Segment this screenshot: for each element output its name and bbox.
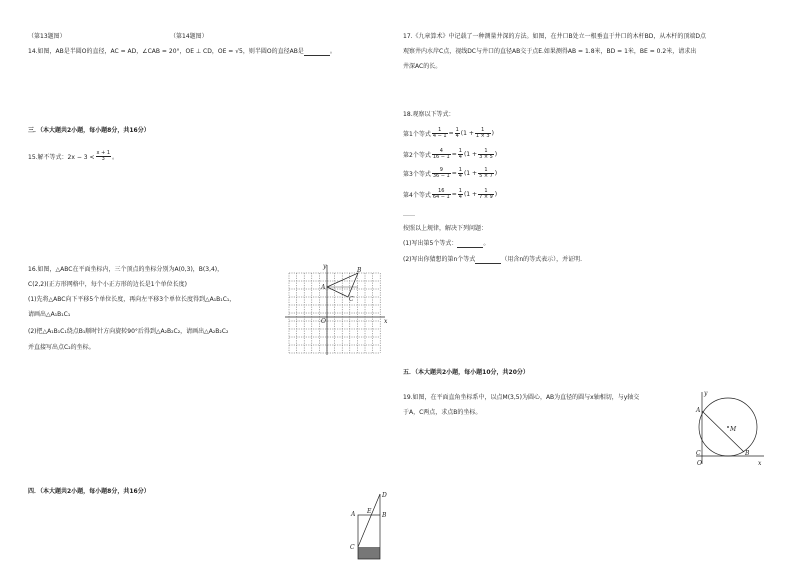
q16-line-6: 并直接写出点C₂的坐标。 (28, 344, 95, 351)
lhs-fraction-denominator: 36 − 1 (432, 173, 450, 179)
q18-part-1 (403, 240, 489, 248)
grid-x-label: x (384, 318, 388, 325)
triangle-abc (327, 273, 358, 297)
fig19-x-label: x (758, 460, 762, 467)
q18-equation-row (403, 189, 497, 200)
lhs-fraction-numerator: 1 (432, 128, 448, 134)
coefficient-fraction-denominator: 4 (455, 133, 459, 139)
center-point-m (727, 426, 729, 428)
q18-part-2-text: (2)写出你猜想的第n个等式 (403, 256, 476, 263)
q17-line-3: 井深AC的长。 (403, 63, 442, 70)
fig19-point-b-label: B (745, 450, 750, 457)
equation-label: 第2个等式 (403, 152, 431, 159)
q19-circle-figure (692, 388, 768, 470)
equals-sign: = (451, 170, 457, 177)
inner-fraction (478, 189, 494, 200)
q17-line-1: 17.《九章算术》中记载了一种测量井深的方法。如图，在井口B处立一根垂直于井口的木杆BD，从木杆的顶端D点 (403, 33, 707, 40)
fig19-point-m-label: M (730, 426, 737, 433)
lhs-fraction-numerator: 16 (432, 189, 451, 195)
equals-sign: = (451, 151, 457, 158)
fig17-label-d: D (382, 492, 387, 499)
inner-fraction-numerator: 1 (478, 189, 494, 195)
q16-line-1: 16.如图，△ABC在平面坐标内，三个顶点的坐标分别为A(0,3)，B(3,4)， (28, 266, 224, 273)
paren-close: ) (491, 130, 494, 137)
inner-fraction-denominator: 3 × 5 (479, 154, 493, 160)
answer-blank-18-2[interactable] (475, 257, 501, 264)
inner-fraction-denominator: 1 × 3 (475, 133, 490, 139)
paren-open: (1 + (463, 191, 478, 198)
fig19-y-label: y (704, 390, 708, 397)
inner-fraction-numerator: 1 (478, 149, 494, 155)
lhs-fraction-numerator: 4 (432, 149, 451, 155)
q19-line-1: 19.如图，在平面直角坐标系中，以点M(3,5)为圆心，AB为直径的圆与x轴相切，与y轴交 (403, 394, 640, 401)
fig19-point-c-label: C (696, 450, 701, 457)
q18-part-1-end: 。 (483, 240, 490, 247)
grid-origin-label: O (321, 318, 326, 325)
q17-line-2: 观察井内水岸C点，视线DC与井口的直径AB交于点E.如果测得AB = 1.8米，BD = 1米，BE = 0.2米，请求出 (403, 48, 697, 55)
inner-fraction (478, 149, 494, 160)
paren-open: (1 + (463, 151, 478, 158)
well-water (358, 547, 380, 559)
coefficient-fraction (458, 149, 463, 160)
fig17-label-a: A (351, 511, 356, 518)
q18-intro: 18.观察以下等式： (403, 111, 455, 118)
caption-fig13: （第13题图） (28, 33, 66, 40)
q15-denominator: 3 (101, 156, 105, 162)
q18-rule: 按照以上规律，解决下列问题： (403, 225, 488, 232)
coefficient-fraction (458, 189, 463, 200)
grid-point-c-label: C (349, 296, 354, 303)
q18-equation-row (403, 168, 497, 179)
coefficient-fraction-numerator: 1 (458, 188, 462, 194)
lhs-fraction (432, 149, 451, 160)
grid-point-a-label: A (321, 284, 326, 291)
coefficient-fraction-denominator: 4 (458, 173, 462, 179)
answer-blank-18-1[interactable] (457, 241, 483, 248)
question-14-end: 。 (329, 48, 336, 55)
diameter-ab (702, 411, 744, 452)
q15-fraction (96, 151, 112, 162)
fig17-label-c: C (350, 544, 355, 551)
lhs-fraction (432, 189, 451, 200)
equals-sign: = (451, 191, 457, 198)
section-3-heading: 三．（本大题共2小题，每小题8分，共16分） (28, 127, 150, 134)
q18-part-2 (403, 256, 582, 264)
q18-equation-row (403, 128, 494, 139)
paren-open: (1 + (460, 130, 474, 137)
question-15-text: 15.解不等式：2x − 3 < (28, 154, 95, 161)
question-14-text: 14.如图，AB是半圆O的直径，AC = AD，∠CAB = 20°，OE ⊥ CD，OE = √5，则半圆O的直径AB是 (28, 48, 304, 55)
q18-dots: …… (403, 211, 415, 218)
grid-y-label: y (323, 263, 327, 270)
coefficient-fraction-numerator: 1 (455, 127, 459, 133)
inner-fraction-denominator: 7 × 9 (479, 194, 493, 200)
fig19-point-a-label: A (696, 407, 701, 414)
q16-line-5: (2)把△A₁B₁C₁绕点B₁顺时针方向旋转90°后得到△A₂B₂C₂，请画出△A₂B₂C₂ (28, 328, 229, 335)
q18-part-1-text: (1)写出第5个等式： (403, 240, 458, 247)
inner-fraction (475, 128, 491, 139)
lhs-fraction-denominator: 4 − 1 (432, 133, 447, 139)
inner-fraction (478, 168, 494, 179)
section-4-heading: 四．（本大题共2小题，每小题8分，共16分） (28, 488, 150, 495)
q15-numerator: x + 1 (96, 150, 111, 156)
fig17-label-b: B (382, 512, 387, 519)
fig17-label-e: E (367, 508, 372, 515)
q16-line-3: (1)先将△ABC向下平移5个单位长度，再向左平移3个单位长度得到△A₁B₁C₁， (28, 296, 236, 303)
coefficient-fraction-denominator: 4 (458, 154, 462, 160)
paren-close: ) (494, 151, 498, 158)
paren-close: ) (494, 191, 498, 198)
lhs-fraction-denominator: 16 − 1 (432, 154, 450, 160)
question-14 (28, 48, 336, 56)
lhs-fraction-numerator: 9 (432, 168, 451, 174)
equals-sign: = (448, 130, 454, 137)
question-15 (28, 151, 118, 162)
lhs-fraction (432, 168, 451, 179)
q18-part-2-end: （用含n的等式表示），并证明. (501, 256, 583, 263)
paren-close: ) (494, 170, 498, 177)
equation-label: 第4个等式 (403, 192, 431, 199)
coefficient-fraction-numerator: 1 (458, 167, 462, 173)
q16-grid-figure (285, 265, 390, 357)
grid-point-b-label: B (357, 267, 362, 274)
lhs-fraction-denominator: 64 − 1 (432, 194, 450, 200)
fig19-origin-label: O (697, 460, 702, 467)
q18-equation-row (403, 149, 497, 160)
sight-line-dc (358, 494, 380, 547)
lhs-fraction (432, 128, 448, 139)
coefficient-fraction-numerator: 1 (458, 148, 462, 154)
q16-line-2: C(2,2)(正方形网格中，每个小正方形的边长是1个单位长度) (28, 281, 187, 288)
paren-open: (1 + (463, 170, 478, 177)
coefficient-fraction-denominator: 4 (458, 194, 462, 200)
section-5-heading: 五．（本大题共2小题，每小题10分，共20分） (403, 369, 529, 376)
inner-fraction-numerator: 1 (475, 128, 491, 134)
question-15-end: 。 (112, 154, 119, 161)
caption-fig14: （第14题图） (170, 33, 208, 40)
coefficient-fraction (455, 128, 460, 139)
inner-fraction-denominator: 5 × 7 (479, 173, 493, 179)
q19-line-2: 于A，C两点，求点B的坐标。 (403, 409, 482, 416)
equation-label: 第3个等式 (403, 171, 431, 178)
q16-line-4: 请画出△A₁B₁C₁ (28, 311, 71, 318)
inner-fraction-numerator: 1 (478, 168, 494, 174)
q17-well-figure (348, 490, 390, 562)
answer-blank-14[interactable] (304, 49, 330, 56)
coefficient-fraction (458, 168, 463, 179)
equation-label: 第1个等式 (403, 131, 431, 138)
